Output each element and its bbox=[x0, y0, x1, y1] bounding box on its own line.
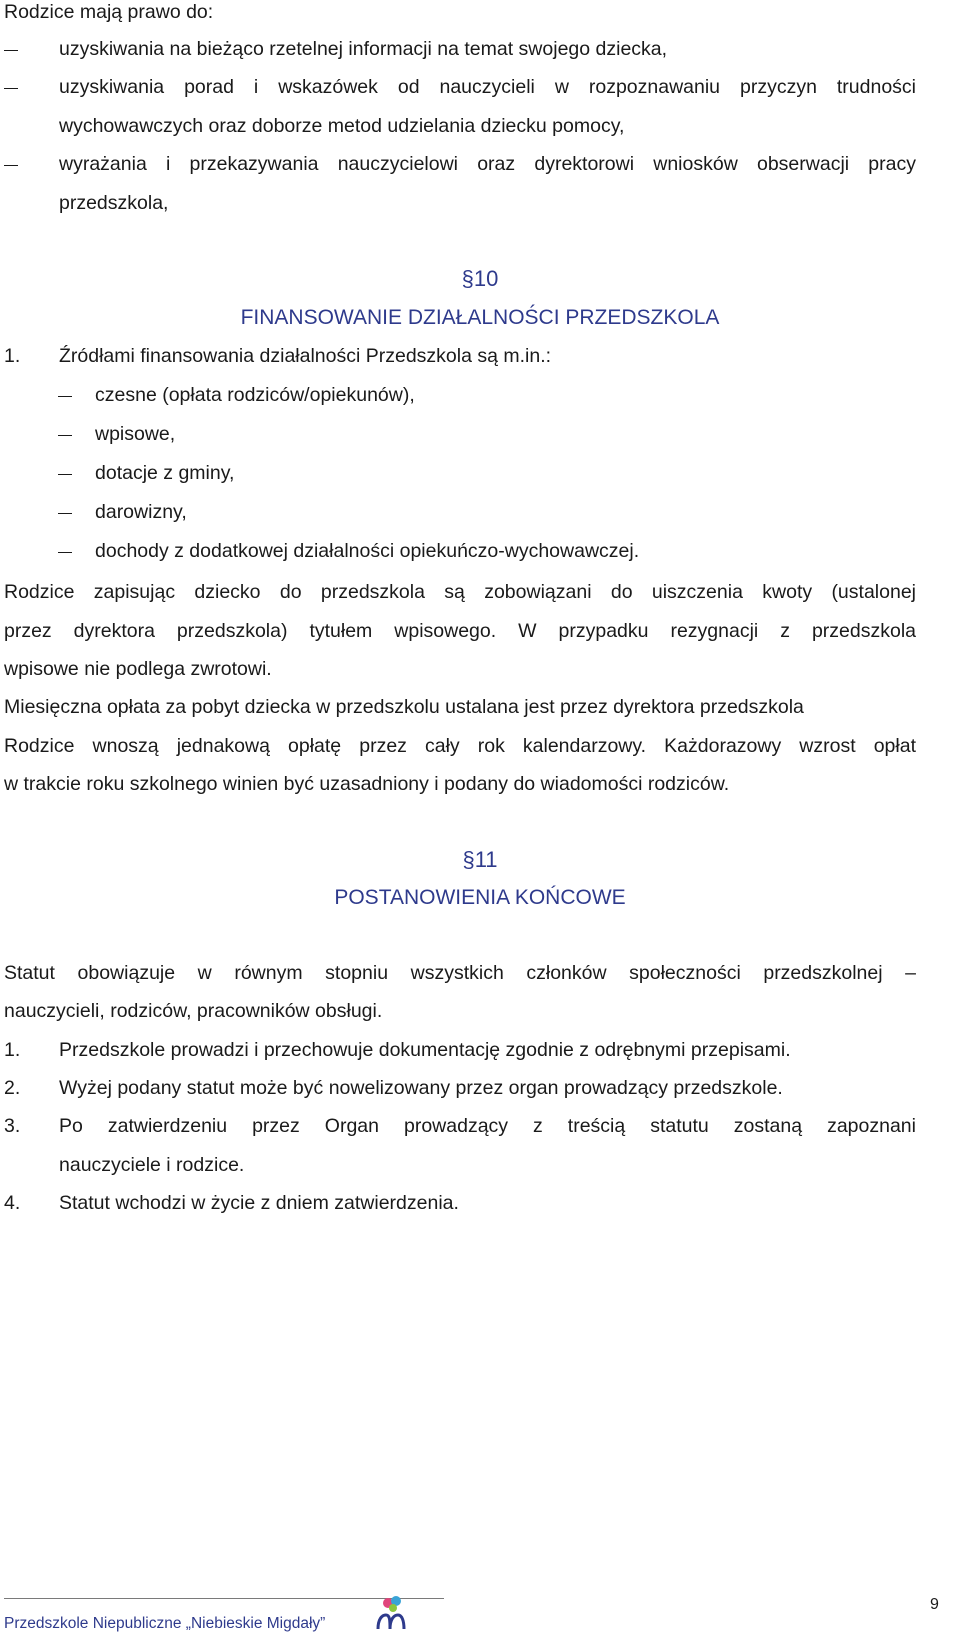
paragraph-line: przez dyrektora przedszkola) tytułem wpisowego. W przypadku rezygnacji z przedszkola bbox=[4, 620, 916, 642]
point-text: Źródłami finansowania działalności Przedszkola są m.in.: bbox=[59, 345, 552, 367]
point-number: 4. bbox=[4, 1192, 21, 1214]
dash-bullet bbox=[58, 396, 72, 397]
paragraph-line: Rodzice zapisując dziecko do przedszkola są zobowiązani do uiszczenia kwoty (ustalonej bbox=[4, 581, 916, 603]
point-text: Po zatwierdzeniu przez Organ prowadzący z treścią statutu zostaną zapoznani bbox=[59, 1115, 916, 1137]
point-text: Statut wchodzi w życie z dniem zatwierdzenia. bbox=[59, 1192, 459, 1214]
list-item: uzyskiwania porad i wskazówek od nauczycieli w rozpoznawaniu przyczyn trudności bbox=[59, 76, 916, 98]
point-number: 1. bbox=[4, 1039, 21, 1061]
paragraph-line: Miesięczna opłata za pobyt dziecka w przedszkolu ustalana jest przez dyrektora przedszkola bbox=[4, 696, 804, 718]
dash-bullet bbox=[58, 474, 72, 475]
list-item-continuation: przedszkola, bbox=[59, 192, 169, 214]
list-item: dochody z dodatkowej działalności opiekuńczo-wychowawczej. bbox=[95, 540, 640, 562]
intro-heading: Rodzice mają prawo do: bbox=[4, 1, 214, 23]
section-title: FINANSOWANIE DZIAŁALNOŚCI PRZEDSZKOLA bbox=[240, 306, 720, 329]
list-item: wpisowe, bbox=[95, 423, 176, 445]
footer-text: Przedszkole Niepubliczne „Niebieskie Migdały” bbox=[4, 1615, 326, 1632]
paragraph-line: nauczycieli, rodziców, pracowników obsługi. bbox=[4, 1000, 383, 1022]
school-logo-icon bbox=[372, 1593, 412, 1633]
paragraph-line: w trakcie roku szkolnego winien być uzasadniony i podany do wiadomości rodziców. bbox=[4, 773, 730, 795]
list-item: dotacje z gminy, bbox=[95, 462, 235, 484]
point-number: 3. bbox=[4, 1115, 21, 1137]
list-item-continuation: wychowawczych oraz doborze metod udzielania dziecku pomocy, bbox=[59, 115, 625, 137]
point-text: Przedszkole prowadzi i przechowuje dokumentację zgodnie z odrębnymi przepisami. bbox=[59, 1039, 791, 1061]
section-number: §10 bbox=[461, 266, 499, 291]
dash-bullet bbox=[58, 435, 72, 436]
point-text: Wyżej podany statut może być nowelizowany przez organ prowadzący przedszkole. bbox=[59, 1077, 783, 1099]
dash-bullet bbox=[4, 50, 18, 51]
list-item: czesne (opłata rodziców/opiekunów), bbox=[95, 384, 415, 406]
point-number: 2. bbox=[4, 1077, 21, 1099]
dash-bullet bbox=[58, 552, 72, 553]
point-text-continuation: nauczyciele i rodzice. bbox=[59, 1154, 245, 1176]
list-item: wyrażania i przekazywania nauczycielowi oraz dyrektorowi wniosków obserwacji pracy bbox=[59, 153, 916, 175]
page-number: 9 bbox=[930, 1596, 939, 1613]
section-number: §11 bbox=[462, 847, 498, 872]
list-item: uzyskiwania na bieżąco rzetelnej informacji na temat swojego dziecka, bbox=[59, 38, 668, 60]
list-item: darowizny, bbox=[95, 501, 187, 523]
paragraph-line: wpisowe nie podlega zwrotowi. bbox=[4, 658, 272, 680]
point-number: 1. bbox=[4, 345, 21, 367]
dash-bullet bbox=[4, 165, 18, 166]
dash-bullet bbox=[58, 513, 72, 514]
paragraph-line: Statut obowiązuje w równym stopniu wszystkich członków społeczności przedszkolnej – bbox=[4, 962, 916, 984]
paragraph-line: Rodzice wnoszą jednakową opłatę przez cały rok kalendarzowy. Każdorazowy wzrost opłat bbox=[4, 735, 916, 757]
dash-bullet bbox=[4, 88, 18, 89]
section-title: POSTANOWIENIA KOŃCOWE bbox=[334, 886, 626, 909]
